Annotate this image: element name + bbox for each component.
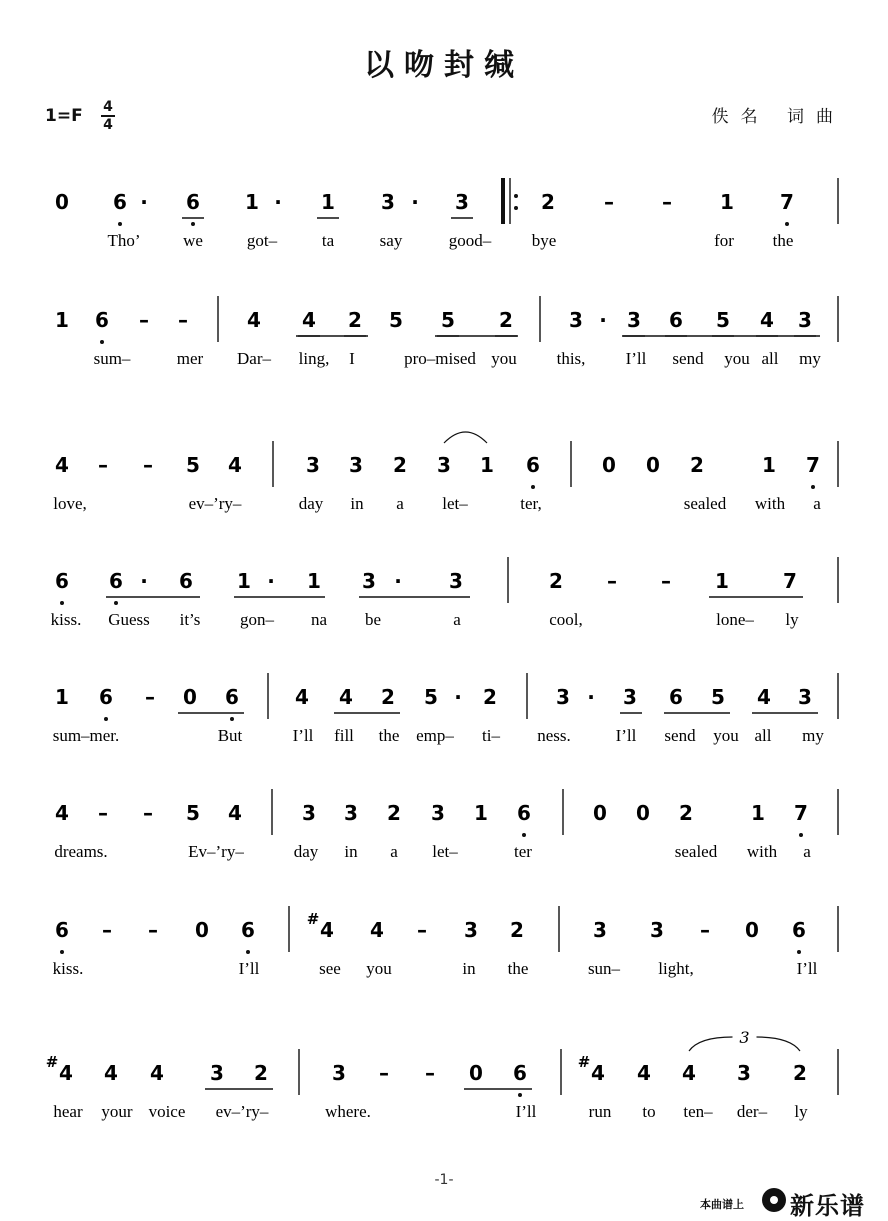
- repeat-dot: [514, 206, 518, 210]
- triplet-arc: [689, 1037, 733, 1051]
- note: 3: [569, 308, 583, 332]
- dash-note: –: [178, 308, 188, 332]
- time-signature-top: 4: [103, 99, 113, 115]
- note: 3: [798, 685, 812, 709]
- lyric-word: But: [217, 726, 243, 745]
- note: 6: [241, 918, 255, 942]
- lyric-word: ter,: [520, 494, 542, 513]
- low-octave-dot: [114, 601, 118, 605]
- lyric-word: run: [588, 1102, 612, 1121]
- note: 6: [179, 569, 193, 593]
- lyric-word: all: [761, 349, 779, 368]
- note: 0: [602, 453, 616, 477]
- note: 3: [210, 1061, 224, 1085]
- lyric-word: in: [344, 842, 358, 861]
- note: 3: [650, 918, 664, 942]
- lyric-word: you: [366, 959, 392, 978]
- lyric-word: let–: [442, 494, 468, 513]
- note: 3: [349, 453, 363, 477]
- note: 3: [437, 453, 451, 477]
- lyric-word: good–: [448, 231, 492, 250]
- note: 4: [760, 308, 774, 332]
- lyric-word: got–: [246, 231, 278, 250]
- dash-note: –: [604, 190, 614, 214]
- lyric-word: Tho’: [107, 231, 141, 250]
- lyric-word: light,: [658, 959, 694, 978]
- note: 2: [393, 453, 407, 477]
- lyric-word: in: [462, 959, 476, 978]
- lyric-word: your: [101, 1102, 133, 1121]
- note: 1: [237, 569, 251, 593]
- note: 3: [362, 569, 376, 593]
- sharp-sign: #: [306, 910, 320, 928]
- low-octave-dot: [522, 833, 526, 837]
- dash-note: –: [425, 1061, 435, 1085]
- lyric-word: my: [799, 349, 821, 368]
- note: 3: [798, 308, 812, 332]
- note: 6: [186, 190, 200, 214]
- note: 2: [793, 1061, 807, 1085]
- note: 4: [757, 685, 771, 709]
- note: 3: [623, 685, 637, 709]
- lyric-word: with: [754, 494, 786, 513]
- note: 5: [716, 308, 730, 332]
- low-octave-dot: [60, 601, 64, 605]
- note: 7: [783, 569, 797, 593]
- note: 6: [109, 569, 123, 593]
- note: 4: [247, 308, 261, 332]
- note: 3: [302, 801, 316, 825]
- lyric-word: a: [803, 842, 811, 861]
- note: 6: [513, 1061, 527, 1085]
- note: 1: [715, 569, 729, 593]
- note: 0: [593, 801, 607, 825]
- lyric-word: dreams.: [54, 842, 108, 861]
- lyric-word: this,: [556, 349, 586, 368]
- note: 0: [636, 801, 650, 825]
- lyric-word: you: [491, 349, 517, 368]
- note: 5: [186, 801, 200, 825]
- brand-name: 新乐谱: [790, 1192, 865, 1220]
- note: 6: [526, 453, 540, 477]
- dash-note: –: [607, 569, 617, 593]
- lyric-word: let–: [432, 842, 458, 861]
- lyric-word: voice: [148, 1102, 186, 1121]
- lyric-word: hear: [53, 1102, 83, 1121]
- low-octave-dot: [104, 717, 108, 721]
- note: 3: [381, 190, 395, 214]
- note: 4: [55, 801, 69, 825]
- lyric-word: ti–: [482, 726, 500, 745]
- note: 3: [306, 453, 320, 477]
- note: 2: [348, 308, 362, 332]
- note: 0: [646, 453, 660, 477]
- dash-note: –: [417, 918, 427, 942]
- note: 2: [483, 685, 497, 709]
- lyric-word: my: [802, 726, 824, 745]
- augmentation-dot: ·: [394, 569, 402, 593]
- lyric-word: ling,: [298, 349, 330, 368]
- page-number: -1-: [434, 1172, 454, 1188]
- triplet-label: 3: [739, 1028, 750, 1047]
- note: 1: [55, 685, 69, 709]
- lyric-word: say: [379, 231, 403, 250]
- note: 1: [720, 190, 734, 214]
- low-octave-dot: [531, 485, 535, 489]
- note: 7: [794, 801, 808, 825]
- low-octave-dot: [60, 950, 64, 954]
- note: 6: [517, 801, 531, 825]
- note: 4: [591, 1061, 605, 1085]
- lyric-word: fill: [334, 726, 354, 745]
- low-octave-dot: [811, 485, 815, 489]
- augmentation-dot: ·: [454, 685, 462, 709]
- lyric-word: sum–: [93, 349, 131, 368]
- note: 6: [669, 685, 683, 709]
- lyric-word: with: [746, 842, 778, 861]
- low-octave-dot: [118, 222, 122, 226]
- augmentation-dot: ·: [267, 569, 275, 593]
- note: 6: [225, 685, 239, 709]
- note: 0: [195, 918, 209, 942]
- lyric-word: ness.: [537, 726, 571, 745]
- augmentation-dot: ·: [587, 685, 595, 709]
- lyric-word: kiss.: [50, 610, 82, 629]
- lyric-word: day: [293, 842, 319, 861]
- lyric-word: I’ll: [796, 959, 818, 978]
- lyric-word: you: [713, 726, 739, 745]
- dash-note: –: [139, 308, 149, 332]
- lyric-word: sum–mer.: [52, 726, 120, 745]
- low-octave-dot: [797, 950, 801, 954]
- dash-note: –: [98, 801, 108, 825]
- note: 1: [321, 190, 335, 214]
- low-octave-dot: [518, 1093, 522, 1097]
- sharp-sign: #: [577, 1053, 591, 1071]
- note: 2: [549, 569, 563, 593]
- lyric-word: day: [298, 494, 324, 513]
- note: 1: [762, 453, 776, 477]
- lyric-word: I’ll: [515, 1102, 537, 1121]
- note: 0: [55, 190, 69, 214]
- dash-note: –: [661, 569, 671, 593]
- sharp-sign: #: [45, 1053, 59, 1071]
- lyric-word: na: [310, 610, 328, 629]
- dash-note: –: [98, 453, 108, 477]
- lyric-word: where.: [325, 1102, 371, 1121]
- lyric-word: bye: [531, 231, 557, 250]
- note: 3: [344, 801, 358, 825]
- low-octave-dot: [191, 222, 195, 226]
- composer-credit: 佚名 词曲: [711, 107, 845, 127]
- lyric-word: it’s: [179, 610, 201, 629]
- disc-icon: [762, 1188, 786, 1212]
- lyric-word: a: [390, 842, 398, 861]
- lyric-word: I’ll: [625, 349, 647, 368]
- note: 0: [745, 918, 759, 942]
- lyric-word: ter: [514, 842, 532, 861]
- lyric-word: gon–: [240, 610, 274, 629]
- lyric-word: der–: [736, 1102, 768, 1121]
- note: 4: [302, 308, 316, 332]
- note: 2: [254, 1061, 268, 1085]
- note: 1: [55, 308, 69, 332]
- lyric-word: ly: [794, 1102, 808, 1121]
- note: 2: [679, 801, 693, 825]
- note: 6: [669, 308, 683, 332]
- lyric-word: I’ll: [292, 726, 314, 745]
- low-octave-dot: [100, 340, 104, 344]
- dash-note: –: [662, 190, 672, 214]
- lyric-word: ev–’ry–: [215, 1102, 269, 1121]
- lyric-word: sealed: [683, 494, 727, 513]
- note: 2: [541, 190, 555, 214]
- lyric-word: in: [350, 494, 364, 513]
- lyric-word: Guess: [108, 610, 150, 629]
- lyric-word: pro–mised: [404, 349, 476, 368]
- note: 4: [339, 685, 353, 709]
- note: 2: [510, 918, 524, 942]
- lyric-word: love,: [53, 494, 87, 513]
- key-label: 1=F: [45, 106, 83, 126]
- augmentation-dot: ·: [140, 569, 148, 593]
- note: 4: [370, 918, 384, 942]
- note: 2: [387, 801, 401, 825]
- lyric-word: we: [183, 231, 203, 250]
- slur-arc: [444, 432, 487, 443]
- lyric-word: you: [724, 349, 750, 368]
- lyric-word: for: [714, 231, 734, 250]
- note: 4: [228, 801, 242, 825]
- lyric-word: a: [453, 610, 461, 629]
- lyric-word: send: [672, 349, 704, 368]
- low-octave-dot: [799, 833, 803, 837]
- lyric-word: lone–: [716, 610, 754, 629]
- note: 0: [469, 1061, 483, 1085]
- lyric-word: a: [813, 494, 821, 513]
- low-octave-dot: [246, 950, 250, 954]
- lyric-word: ta: [321, 231, 335, 250]
- note: 4: [55, 453, 69, 477]
- augmentation-dot: ·: [140, 190, 148, 214]
- dash-note: –: [148, 918, 158, 942]
- note: 0: [183, 685, 197, 709]
- lyric-word: a: [396, 494, 404, 513]
- low-octave-dot: [230, 717, 234, 721]
- lyric-word: Dar–: [237, 349, 271, 368]
- dash-note: –: [143, 801, 153, 825]
- lyric-word: I’ll: [615, 726, 637, 745]
- note: 2: [381, 685, 395, 709]
- note: 1: [307, 569, 321, 593]
- lyric-word: kiss.: [52, 959, 84, 978]
- dash-note: –: [700, 918, 710, 942]
- note: 5: [711, 685, 725, 709]
- note: 6: [99, 685, 113, 709]
- lyric-word: I’ll: [238, 959, 260, 978]
- note: 5: [424, 685, 438, 709]
- note: 3: [449, 569, 463, 593]
- dash-note: –: [143, 453, 153, 477]
- note: 5: [186, 453, 200, 477]
- lyric-word: sun–: [587, 959, 621, 978]
- low-octave-dot: [785, 222, 789, 226]
- lyric-word: to: [642, 1102, 656, 1121]
- note: 4: [150, 1061, 164, 1085]
- brand-tagline: 本曲谱上: [700, 1198, 744, 1211]
- note: 3: [455, 190, 469, 214]
- note: 1: [751, 801, 765, 825]
- note: 3: [737, 1061, 751, 1085]
- lyric-word: ten–: [683, 1102, 713, 1121]
- note: 4: [682, 1061, 696, 1085]
- note: 6: [55, 569, 69, 593]
- note: 6: [113, 190, 127, 214]
- lyric-word: all: [754, 726, 772, 745]
- lyric-word: the: [507, 959, 529, 978]
- note: 1: [474, 801, 488, 825]
- note: 2: [690, 453, 704, 477]
- note: 4: [637, 1061, 651, 1085]
- lyric-word: be: [364, 610, 382, 629]
- augmentation-dot: ·: [274, 190, 282, 214]
- lyric-word: see: [319, 959, 341, 978]
- lyric-word: I: [349, 349, 355, 368]
- note: 1: [245, 190, 259, 214]
- note: 4: [59, 1061, 73, 1085]
- song-title: 以吻封缄: [364, 48, 524, 83]
- augmentation-dot: ·: [599, 308, 607, 332]
- lyric-word: ly: [785, 610, 799, 629]
- note: 3: [556, 685, 570, 709]
- triplet-arc: [757, 1037, 801, 1051]
- note: 3: [627, 308, 641, 332]
- note: 5: [441, 308, 455, 332]
- lyric-word: the: [772, 231, 794, 250]
- note: 3: [593, 918, 607, 942]
- note: 6: [55, 918, 69, 942]
- note: 3: [464, 918, 478, 942]
- lyric-word: send: [664, 726, 696, 745]
- lyric-word: Ev–’ry–: [188, 842, 244, 861]
- note: 4: [104, 1061, 118, 1085]
- time-signature-bottom: 4: [103, 117, 113, 133]
- lyric-word: cool,: [549, 610, 583, 629]
- note: 6: [95, 308, 109, 332]
- note: 7: [780, 190, 794, 214]
- lyric-word: sealed: [674, 842, 718, 861]
- note: 7: [806, 453, 820, 477]
- note: 5: [389, 308, 403, 332]
- note: 6: [792, 918, 806, 942]
- repeat-dot: [514, 194, 518, 198]
- lyric-word: mer: [176, 349, 204, 368]
- note: 4: [295, 685, 309, 709]
- note: 3: [431, 801, 445, 825]
- note: 4: [228, 453, 242, 477]
- dash-note: –: [145, 685, 155, 709]
- note: 1: [480, 453, 494, 477]
- note: 4: [320, 918, 334, 942]
- lyric-word: ev–’ry–: [188, 494, 242, 513]
- lyric-word: the: [378, 726, 400, 745]
- lyric-word: emp–: [416, 726, 454, 745]
- dash-note: –: [102, 918, 112, 942]
- augmentation-dot: ·: [411, 190, 419, 214]
- dash-note: –: [379, 1061, 389, 1085]
- note: 2: [499, 308, 513, 332]
- note: 3: [332, 1061, 346, 1085]
